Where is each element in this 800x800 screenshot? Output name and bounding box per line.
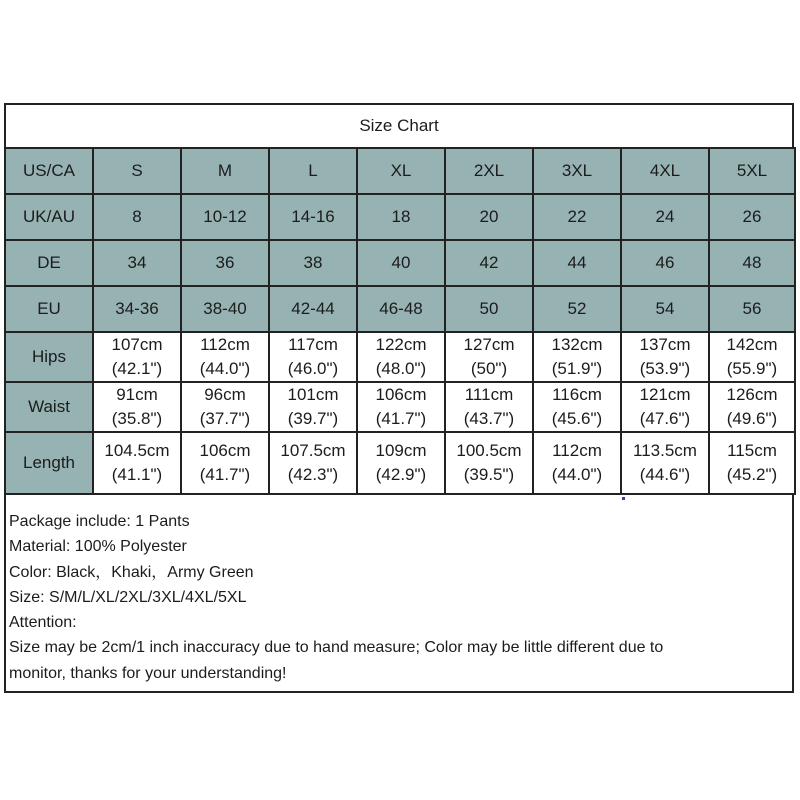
note-line: Material: 100% Polyester	[9, 538, 187, 556]
size-cell: 22	[533, 194, 621, 240]
cm-value: 142cm	[726, 335, 778, 354]
cm-value: 116cm	[552, 385, 602, 404]
size-cell: XL	[357, 148, 445, 194]
blue-marker-dot	[622, 497, 625, 500]
measurement-cell	[533, 382, 621, 432]
size-row	[5, 194, 795, 240]
size-cell: 36	[181, 240, 269, 286]
inch-value: (50")	[470, 359, 508, 378]
cm-value: 112cm	[552, 441, 602, 460]
size-cell: 10-12	[181, 194, 269, 240]
measurement-cell	[93, 382, 181, 432]
note-line: Size may be 2cm/1 inch inaccuracy due to hand measure; Color may be little different due to	[9, 639, 664, 657]
inch-value: (39.5")	[463, 465, 515, 484]
cm-value: 127cm	[463, 335, 515, 354]
size-cell: 18	[357, 194, 445, 240]
measurement-cell	[445, 432, 533, 494]
cm-value: 137cm	[639, 335, 691, 354]
cm-value: 113.5cm	[633, 441, 697, 460]
inch-value: (45.2")	[726, 465, 778, 484]
inch-value: (41.7")	[199, 465, 251, 484]
cm-value: 117cm	[288, 335, 338, 354]
measurement-cell	[181, 382, 269, 432]
size-cell: 24	[621, 194, 709, 240]
inch-value: (39.7")	[287, 409, 339, 428]
note-line: Size: S/M/L/XL/2XL/3XL/4XL/5XL	[9, 588, 247, 606]
measurement-cell	[357, 332, 445, 382]
size-cell: 2XL	[445, 148, 533, 194]
size-row	[5, 240, 795, 286]
measurement-row	[5, 332, 795, 382]
inch-value: (55.9")	[726, 359, 778, 378]
cm-value: 96cm	[204, 385, 246, 404]
cm-value: 91cm	[116, 385, 158, 404]
measurement-cell	[269, 432, 357, 494]
measurement-row	[5, 432, 795, 494]
chart-title: Size Chart	[359, 116, 439, 135]
inch-value: (51.9")	[551, 359, 603, 378]
product-notes	[9, 509, 789, 686]
inch-value: (35.8")	[111, 409, 163, 428]
size-row	[5, 286, 795, 332]
cm-value: 126cm	[726, 385, 778, 404]
size-cell: 20	[445, 194, 533, 240]
cm-value: 106cm	[375, 385, 427, 404]
size-table	[4, 147, 796, 495]
inch-value: (42.9")	[375, 465, 427, 484]
inch-value: (47.6")	[639, 409, 691, 428]
size-cell: 42-44	[269, 286, 357, 332]
size-cell: 40	[357, 240, 445, 286]
note-line: monitor, thanks for your understanding!	[9, 664, 287, 682]
inch-value: (42.3")	[287, 465, 339, 484]
measurement-cell	[533, 432, 621, 494]
measurement-cell	[357, 382, 445, 432]
cm-value: 115cm	[727, 441, 777, 460]
measurement-cell	[93, 432, 181, 494]
measurement-cell	[181, 432, 269, 494]
size-cell: 4XL	[621, 148, 709, 194]
size-cell: 46-48	[357, 286, 445, 332]
inch-value: (42.1")	[111, 359, 163, 378]
size-cell: M	[181, 148, 269, 194]
row-label: Length	[5, 432, 93, 494]
size-cell: 3XL	[533, 148, 621, 194]
size-cell: 38-40	[181, 286, 269, 332]
inch-value: (44.0")	[199, 359, 251, 378]
size-cell: 34-36	[93, 286, 181, 332]
size-cell: 26	[709, 194, 795, 240]
cm-value: 109cm	[375, 441, 427, 460]
cm-value: 104.5cm	[104, 441, 170, 460]
row-label: DE	[5, 240, 93, 286]
size-cell: 46	[621, 240, 709, 286]
measurement-row	[5, 382, 795, 432]
size-cell: 34	[93, 240, 181, 286]
inch-value: (44.0")	[551, 465, 603, 484]
note-line: Package include: 1 Pants	[9, 513, 190, 530]
inch-value: (41.7")	[375, 409, 427, 428]
inch-value: (37.7")	[199, 409, 251, 428]
inch-value: (43.7")	[463, 409, 515, 428]
measurement-cell	[445, 332, 533, 382]
size-cell: 54	[621, 286, 709, 332]
cm-value: 107cm	[111, 335, 163, 354]
inch-value: (49.6")	[726, 409, 778, 428]
cm-value: 106cm	[199, 441, 251, 460]
inch-value: (45.6")	[551, 409, 603, 428]
cm-value: 101cm	[287, 385, 339, 404]
inch-value: (48.0")	[375, 359, 427, 378]
size-cell: 8	[93, 194, 181, 240]
size-cell: 50	[445, 286, 533, 332]
size-cell: S	[93, 148, 181, 194]
row-label: Waist	[5, 382, 93, 432]
row-label: Hips	[5, 332, 93, 382]
cm-value: 100.5cm	[456, 441, 522, 460]
row-label: EU	[5, 286, 93, 332]
measurement-cell	[181, 332, 269, 382]
cm-value: 111cm	[464, 385, 514, 404]
size-cell: 48	[709, 240, 795, 286]
size-cell: 14-16	[269, 194, 357, 240]
size-row	[5, 148, 795, 194]
size-cell: 42	[445, 240, 533, 286]
measurement-cell	[709, 332, 795, 382]
size-cell: L	[269, 148, 357, 194]
measurement-cell	[709, 382, 795, 432]
measurement-cell	[533, 332, 621, 382]
cm-value: 112cm	[200, 335, 250, 354]
size-cell: 5XL	[709, 148, 795, 194]
measurement-cell	[621, 382, 709, 432]
cm-value: 121cm	[639, 385, 691, 404]
cm-value: 107.5cm	[280, 441, 346, 460]
note-line: Color: Black，Khaki，Army Green	[9, 563, 254, 581]
note-line: Attention:	[9, 614, 77, 632]
size-cell: 38	[269, 240, 357, 286]
measurement-cell	[621, 332, 709, 382]
measurement-cell	[357, 432, 445, 494]
inch-value: (46.0")	[287, 359, 339, 378]
measurement-cell	[621, 432, 709, 494]
size-cell: 44	[533, 240, 621, 286]
row-label: US/CA	[5, 148, 93, 194]
cm-value: 132cm	[551, 335, 603, 354]
cm-value: 122cm	[375, 335, 427, 354]
measurement-cell	[269, 332, 357, 382]
measurement-cell	[93, 332, 181, 382]
inch-value: (41.1")	[111, 465, 163, 484]
inch-value: (53.9")	[639, 359, 691, 378]
size-cell: 52	[533, 286, 621, 332]
size-cell: 56	[709, 286, 795, 332]
measurement-cell	[269, 382, 357, 432]
measurement-cell	[709, 432, 795, 494]
inch-value: (44.6")	[639, 465, 691, 484]
measurement-cell	[445, 382, 533, 432]
row-label: UK/AU	[5, 194, 93, 240]
